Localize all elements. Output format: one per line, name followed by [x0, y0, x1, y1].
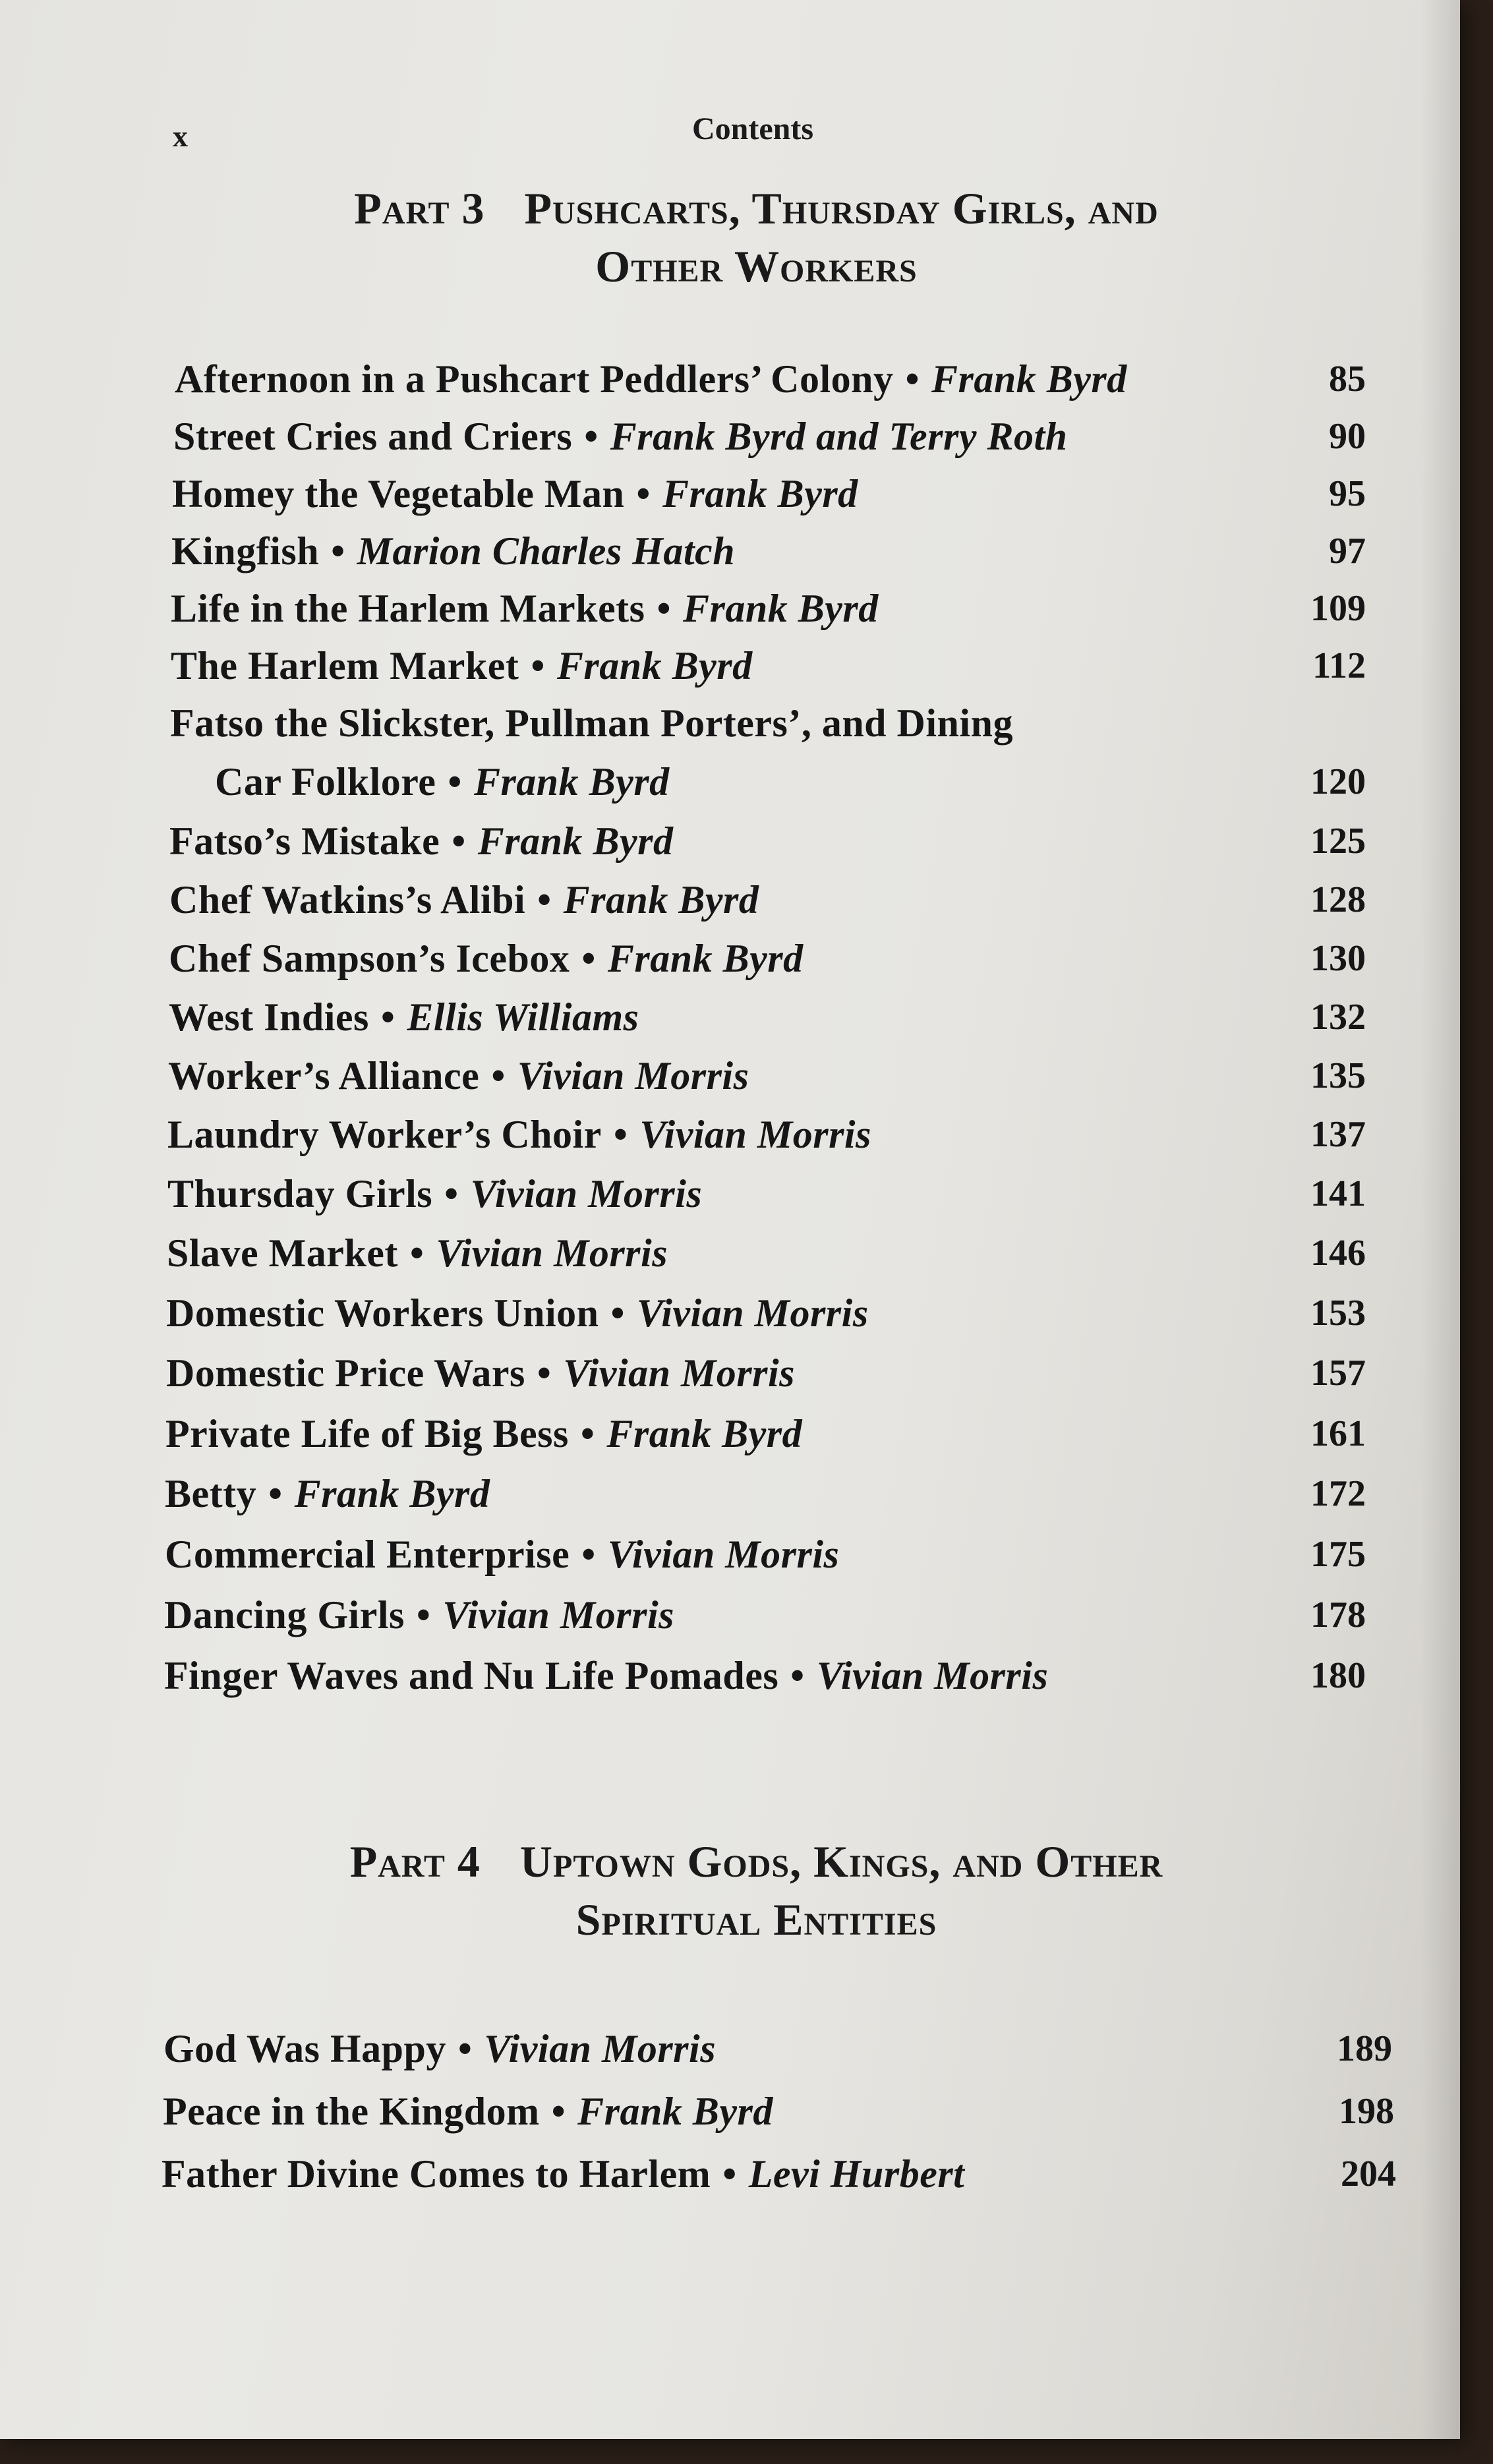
entry-author: Frank Byrd — [563, 878, 759, 922]
separator: • — [457, 2027, 473, 2070]
entry-page: 146 — [1310, 1233, 1366, 1274]
toc-entry-continuation — [0, 755, 1460, 808]
part-4-number: Part 4 — [349, 1836, 481, 1887]
entry-author: Frank Byrd — [577, 2090, 773, 2133]
entry-title: Thursday Girls — [167, 1172, 433, 1216]
entry-page: 137 — [1310, 1114, 1366, 1155]
entry-title: Homey the Vegetable Man — [172, 472, 625, 515]
entry-title: Life in the Harlem Markets — [171, 587, 645, 630]
entry-title: Fatso’s Mistake — [169, 819, 440, 863]
entry-author: Ellis Williams — [407, 995, 639, 1039]
entry-page: 157 — [1310, 1353, 1366, 1393]
entry-title: Father Divine Comes to Harlem — [161, 2152, 711, 2196]
entry-title: Chef Sampson’s Icebox — [169, 937, 570, 980]
separator: • — [613, 1113, 628, 1156]
separator: • — [416, 1593, 431, 1637]
entry-page: 90 — [1329, 416, 1366, 457]
entry-page: 125 — [1310, 821, 1366, 862]
entry-page: 112 — [1312, 645, 1366, 686]
entry-page: 189 — [1337, 2028, 1392, 2069]
entry-page: 178 — [1310, 1595, 1366, 1635]
entry-page: 175 — [1310, 1534, 1366, 1575]
part-3-title-line-2: Other Workers — [595, 241, 918, 291]
toc-entry — [0, 1589, 1460, 1641]
entry-title: Private Life of Big Bess — [165, 1412, 569, 1455]
separator: • — [531, 644, 545, 688]
entry-title: Worker’s Alliance — [168, 1054, 480, 1098]
toc-entry — [0, 1649, 1460, 1702]
entry-title: Betty — [165, 1472, 257, 1515]
separator: • — [268, 1472, 283, 1515]
entry-title: Finger Waves and Nu Life Pomades — [164, 1654, 779, 1697]
toc-entry — [0, 873, 1460, 926]
separator: • — [537, 1351, 552, 1395]
toc-entry — [0, 991, 1460, 1043]
entry-author: Vivian Morris — [563, 1351, 796, 1395]
part-4-title-line-2: Spiritual Entities — [575, 1894, 937, 1945]
entry-page: 172 — [1310, 1473, 1366, 1514]
separator: • — [448, 760, 462, 804]
entry-title: West Indies — [169, 995, 369, 1039]
entry-title: Street Cries and Criers — [173, 415, 573, 458]
separator: • — [790, 1654, 805, 1697]
entry-page: 85 — [1329, 359, 1366, 399]
toc-entry — [0, 525, 1460, 577]
running-title: Contents — [692, 111, 814, 146]
entry-author: Frank Byrd — [931, 357, 1127, 401]
entry-author: Frank Byrd — [606, 1412, 803, 1455]
separator: • — [551, 2090, 566, 2133]
entry-author: Frank Byrd — [294, 1472, 490, 1515]
toc-entry — [0, 1227, 1460, 1279]
separator: • — [610, 1291, 626, 1335]
entry-author: Frank Byrd — [556, 644, 753, 688]
entry-author: Vivian Morris — [607, 1533, 840, 1576]
toc-entry — [0, 2022, 1460, 2075]
entry-title: Afternoon in a Pushcart Peddlers’ Colony — [175, 357, 894, 401]
toc-entry — [0, 1407, 1460, 1460]
entry-page: 198 — [1339, 2091, 1394, 2132]
toc-entry — [0, 639, 1460, 692]
entry-title: Domestic Price Wars — [166, 1351, 525, 1395]
entry-page: 153 — [1310, 1293, 1366, 1334]
entry-author: Frank Byrd and Terry Roth — [610, 415, 1068, 458]
toc-entry — [0, 1467, 1460, 1520]
entry-title: Chef Watkins’s Alibi — [169, 878, 526, 922]
entry-title: Commercial Enterprise — [165, 1533, 570, 1576]
entry-author: Marion Charles Hatch — [357, 529, 736, 573]
toc-entry — [0, 467, 1460, 520]
entry-title: Slave Market — [167, 1231, 398, 1275]
folio-number: x — [173, 119, 188, 153]
entry-page: 161 — [1310, 1413, 1366, 1454]
toc-entry — [0, 1049, 1460, 1102]
entry-page: 97 — [1329, 531, 1366, 572]
entry-page: 95 — [1329, 473, 1366, 514]
toc-entry — [0, 2148, 1460, 2200]
part-4-heading — [0, 1833, 1460, 1949]
entry-author: Vivian Morris — [639, 1113, 871, 1156]
entry-author: Vivian Morris — [484, 2027, 717, 2070]
entry-author: Vivian Morris — [470, 1172, 703, 1216]
entry-author: Vivian Morris — [517, 1054, 749, 1098]
entry-page: 135 — [1310, 1055, 1366, 1096]
entry-title: Kingfish — [171, 529, 320, 573]
separator: • — [581, 937, 596, 980]
entry-author: Vivian Morris — [436, 1231, 668, 1275]
entry-page: 132 — [1310, 997, 1366, 1038]
entry-author: Vivian Morris — [816, 1654, 1049, 1697]
separator: • — [580, 1412, 595, 1455]
toc-entry — [0, 353, 1460, 405]
entry-page: 141 — [1310, 1173, 1366, 1214]
toc-entry — [0, 932, 1460, 985]
separator: • — [722, 2152, 737, 2196]
entry-author: Frank Byrd — [662, 472, 858, 515]
entry-author: Frank Byrd — [477, 819, 674, 863]
entry-title: God Was Happy — [163, 2027, 446, 2070]
entry-title: Peace in the Kingdom — [163, 2090, 540, 2133]
toc-entry — [0, 410, 1460, 463]
entry-author: Frank Byrd — [473, 760, 670, 804]
separator: • — [331, 529, 345, 573]
entry-page: 128 — [1310, 879, 1366, 920]
separator: • — [409, 1231, 424, 1275]
toc-entry — [0, 697, 1460, 749]
separator: • — [584, 415, 599, 458]
toc-entry — [0, 1167, 1460, 1220]
toc-entry — [0, 815, 1460, 867]
entry-page: 204 — [1341, 2154, 1396, 2194]
part-3-title-line-1: Pushcarts, Thursday Girls, and — [524, 183, 1159, 233]
entry-author: Vivian Morris — [637, 1291, 869, 1335]
entry-page: 180 — [1310, 1655, 1366, 1696]
entry-page: 109 — [1310, 588, 1366, 629]
entry-page: 130 — [1310, 938, 1366, 979]
toc-entry — [0, 1528, 1460, 1581]
toc-entry — [0, 1347, 1460, 1399]
separator: • — [537, 878, 552, 922]
entry-author: Levi Hurbert — [748, 2152, 965, 2196]
separator: • — [491, 1054, 506, 1098]
entry-title: Fatso the Slickster, Pullman Porters’, and Dining — [170, 701, 1013, 745]
toc-entry — [0, 1108, 1460, 1161]
entry-author: Vivian Morris — [442, 1593, 674, 1637]
toc-entry — [0, 1287, 1460, 1339]
part-3-number: Part 3 — [354, 183, 485, 233]
entry-author: Frank Byrd — [607, 937, 804, 980]
entry-title-continued: Car Folklore — [215, 760, 436, 804]
entry-author: Frank Byrd — [683, 587, 879, 630]
toc-entry — [0, 2085, 1460, 2138]
entry-title: Domestic Workers Union — [166, 1291, 599, 1335]
entry-page: 120 — [1310, 761, 1366, 802]
separator: • — [444, 1172, 459, 1216]
running-head — [0, 111, 1460, 153]
entry-title: Dancing Girls — [164, 1593, 405, 1637]
separator: • — [380, 995, 395, 1039]
part-4-title-line-1: Uptown Gods, Kings, and Other — [519, 1836, 1163, 1887]
separator: • — [636, 472, 651, 515]
separator: • — [657, 587, 672, 630]
separator: • — [905, 357, 920, 401]
separator: • — [452, 819, 466, 863]
entry-title: Laundry Worker’s Choir — [167, 1113, 602, 1156]
toc-entry — [0, 582, 1460, 635]
part-3-heading — [0, 179, 1460, 295]
entry-title: The Harlem Market — [171, 644, 519, 688]
separator: • — [581, 1533, 596, 1576]
